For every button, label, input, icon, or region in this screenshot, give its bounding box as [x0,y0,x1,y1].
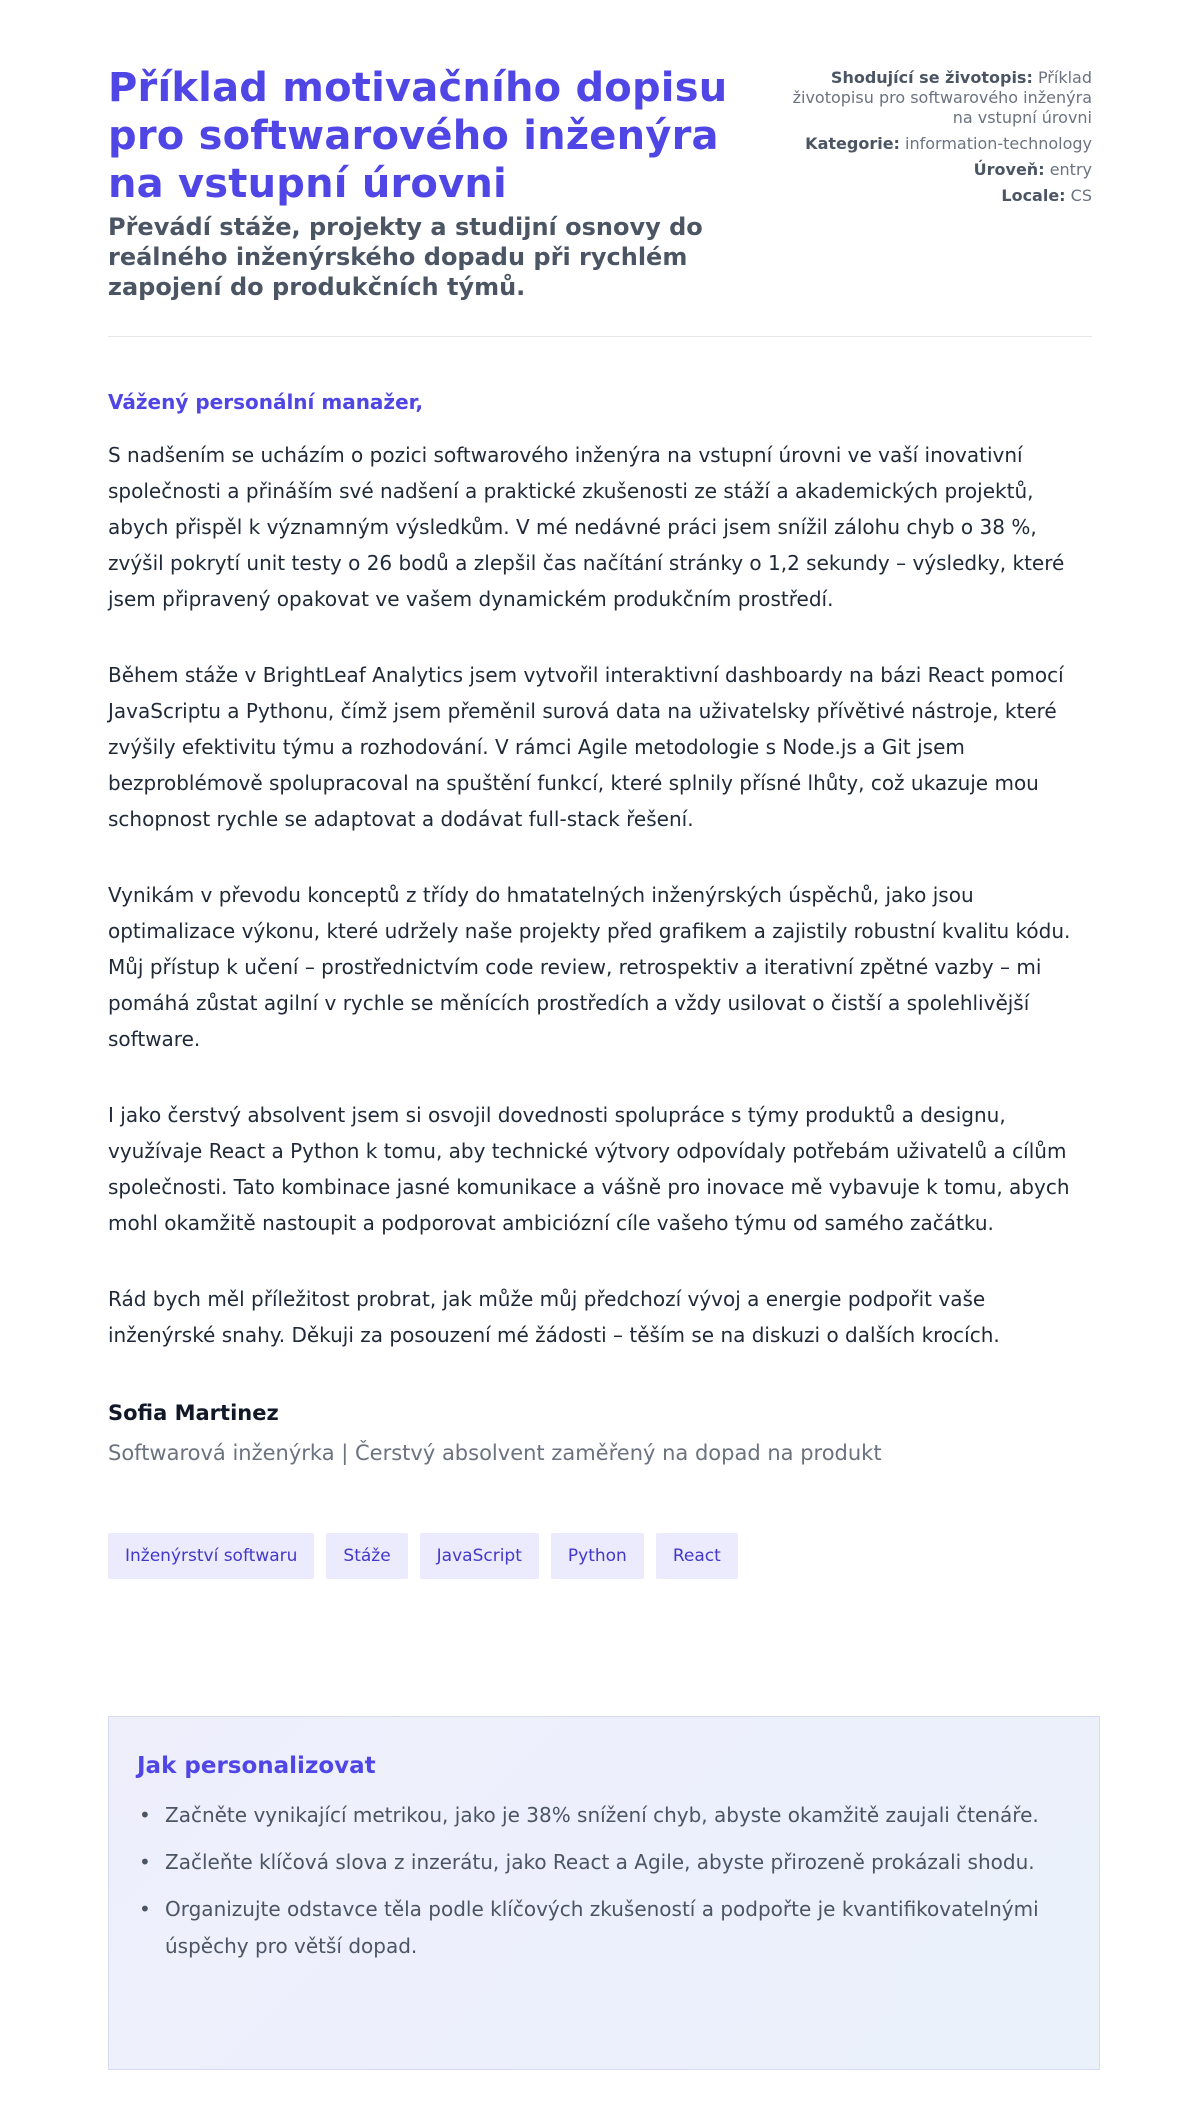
meta-locale [792,186,1092,206]
header-divider [108,336,1092,337]
signature [108,1399,1092,1467]
meta-matching-resume [792,68,1092,128]
signature-role: Softwarová inženýrka | Čerstvý absolvent zaměřený na dopad na produkt [108,1441,882,1465]
letter-paragraph: S nadšením se ucházím o pozici softwarového inženýra na vstupní úrovni ve vaší inovativní společnosti a přináším své nadšení a praktické zkušenosti ze stáží a akademických projektů, abych přispěl k významným výsledkům. V mé nedávné práci jsem snížil zálohu chyb o 38 %, zvýšil pokrytí unit testy o 26 bodů a zlepšil čas načítání stránky o 1,2 sekundy – výsledky, které jsem připravený opakovat ve vašem dynamickém produkčním prostředí. [108,443,1065,611]
page-subtitle: Převádí stáže, projekty a studijní osnovy do reálného inženýrského dopadu při rychlém zapojení do produkčních týmů. [108,213,703,301]
meta-level [792,160,1092,180]
header-left [108,64,758,302]
meta-category-label: Kategorie: [805,134,900,153]
tag[interactable]: Python [551,1533,644,1579]
tag[interactable]: React [656,1533,738,1579]
meta-locale-label: Locale: [1001,186,1066,205]
letter-paragraph: Během stáže v BrightLeaf Analytics jsem vytvořil interaktivní dashboardy na bázi React pomocí JavaScriptu a Pythonu, čímž jsem přeměnil surová data na uživatelsky přívětivé nástroje, které zvýšily efektivitu týmu a rozhodování. V rámci Agile metodologie s Node.js a Git jsem bezproblémově spolupracoval na spuštění funkcí, které splnily přísné lhůty, což ukazuje mou schopnost rychle se adaptovat a dodávat full-stack řešení. [108,663,1064,831]
page-title: Příklad motivačního dopisu pro softwarového inženýra na vstupní úrovni [108,65,728,207]
tips-title: Jak personalizovat [137,1753,376,1779]
tip-item: • Začněte vynikající metrikou, jako je 38% snížení chyb, abyste okamžitě zaujali čtenáře. [137,1797,1071,1834]
tag[interactable]: JavaScript [420,1533,539,1579]
meta-category [792,134,1092,154]
meta-matching-resume-value: Příklad životopisu pro softwarového inženýra na vstupní úrovni [792,68,1092,127]
meta-level-label: Úroveň: [973,160,1045,179]
tips-list [137,1797,1071,1965]
meta-locale-value: CS [1070,186,1092,205]
letter-body [108,437,1092,1353]
meta-category-value: information-technology [905,134,1092,153]
letter-paragraph: Rád bych měl příležitost probrat, jak může můj předchozí vývoj a energie podpořit vaše inženýrské snahy. Děkuji za posouzení mé žádosti – těším se na diskuzi o dalších krocích. [108,1287,1000,1347]
letter-salutation: Vážený personální manažer, [108,390,424,414]
meta-level-value: entry [1049,160,1092,179]
tip-item: • Organizujte odstavce těla podle klíčových zkušeností a podpořte je kvantifikovatelnými úspěchy pro větší dopad. [137,1891,1071,1965]
meta-matching-resume-label: Shodující se životopis: [830,68,1033,87]
personalization-tips-box [108,1716,1100,2070]
tag[interactable]: Stáže [326,1533,407,1579]
tag[interactable]: Inženýrství softwaru [108,1533,314,1579]
letter-paragraph: Vynikám v převodu konceptů z třídy do hmatatelných inženýrských úspěchů, jako jsou optimalizace výkonu, které udržely naše projekty před grafikem a zajistily robustní kvalitu kódu. Můj přístup k učení – prostřednictvím code review, retrospektiv a iterativní zpětné vazby – mi pomáhá zůstat agilní v rychle se měnících prostředích a vždy usilovat o čistší a spolehlivější software. [108,883,1071,1051]
letter-paragraph: I jako čerstvý absolvent jsem si osvojil dovednosti spolupráce s týmy produktů a designu, využívaje React a Python k tomu, aby technické výtvory odpovídaly potřebám uživatelů a cílům společnosti. Tato kombinace jasné komunikace a vášně pro inovace mě vybavuje k tomu, abych mohl okamžitě nastoupit a podporovat ambiciózní cíle vašeho týmu od samého začátku. [108,1103,1070,1235]
tip-item: • Začleňte klíčová slova z inzerátu, jako React a Agile, abyste přirozeně prokázali shodu. [137,1844,1071,1881]
header [108,64,1092,302]
signature-name: Sofia Martinez [108,1401,279,1425]
tag-list [108,1533,1092,1579]
meta-panel [792,64,1092,212]
